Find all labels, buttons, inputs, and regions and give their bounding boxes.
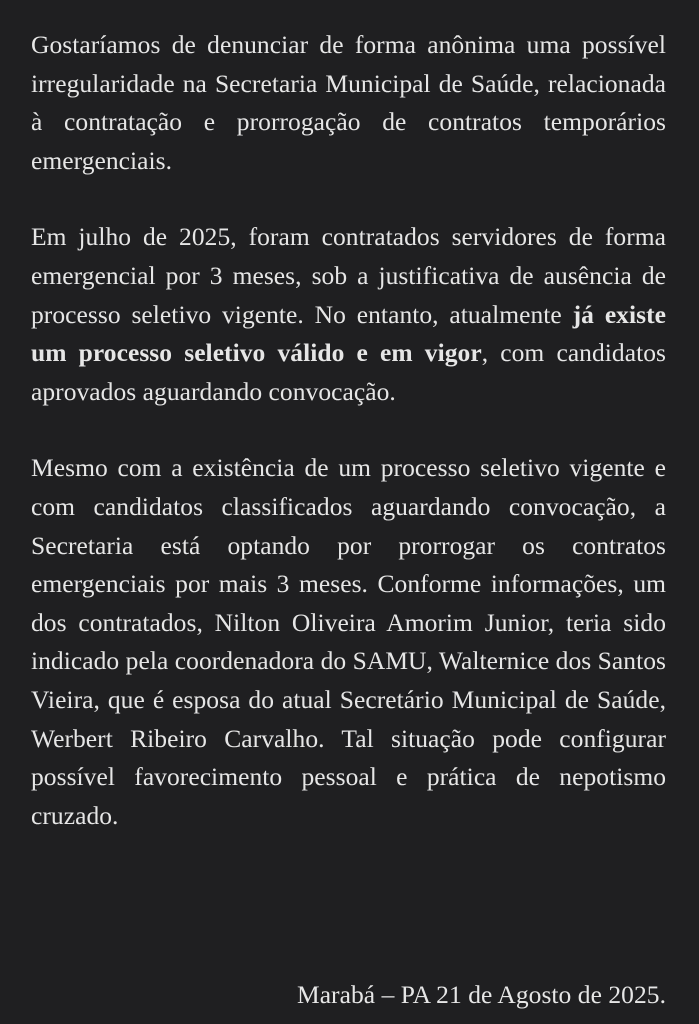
place-date-line: Marabá – PA 21 de Agosto de 2025.: [296, 980, 666, 1009]
paragraph-hiring-context: [31, 218, 666, 411]
paragraph-hiring-bold: já existe um processo seletivo válido e em vigor: [31, 299, 667, 368]
paragraph-intro: Gostaríamos de denunciar de forma anônima uma possível irregularidade na Secretaria Municipal de Saúde, relacionada à contratação e prorrogação de contratos temporários emergenciais.: [31, 30, 666, 175]
paragraph-hiring-intro: Em julho de 2025, foram contratados servidores de forma emergencial por 3 meses, sob a justificativa de ausência de processo seletivo vigente. No entanto, atualmente: [31, 222, 666, 329]
paragraph-hiring-outro: , com candidatos aprovados aguardando convocação.: [31, 338, 666, 406]
paragraph-allegation: Mesmo com a existência de um processo seletivo vigente e com candidatos classificados aguardando convocação, a Secretaria está optando por prorrogar os contratos emergenciais por mais 3 meses. Conforme informações, um dos contratados, Nilton Oliveira Amorim Junior, teria sido indicado pela coordenadora do SAMU, Walternice dos Santos Vieira, que é esposa do atual Secretário Municipal de Saúde, Werbert Ribeiro Carvalho. Tal situação pode configurar possível favorecimento pessoal e prática de nepotismo cruzado.: [31, 453, 666, 830]
document-body: [31, 26, 666, 835]
